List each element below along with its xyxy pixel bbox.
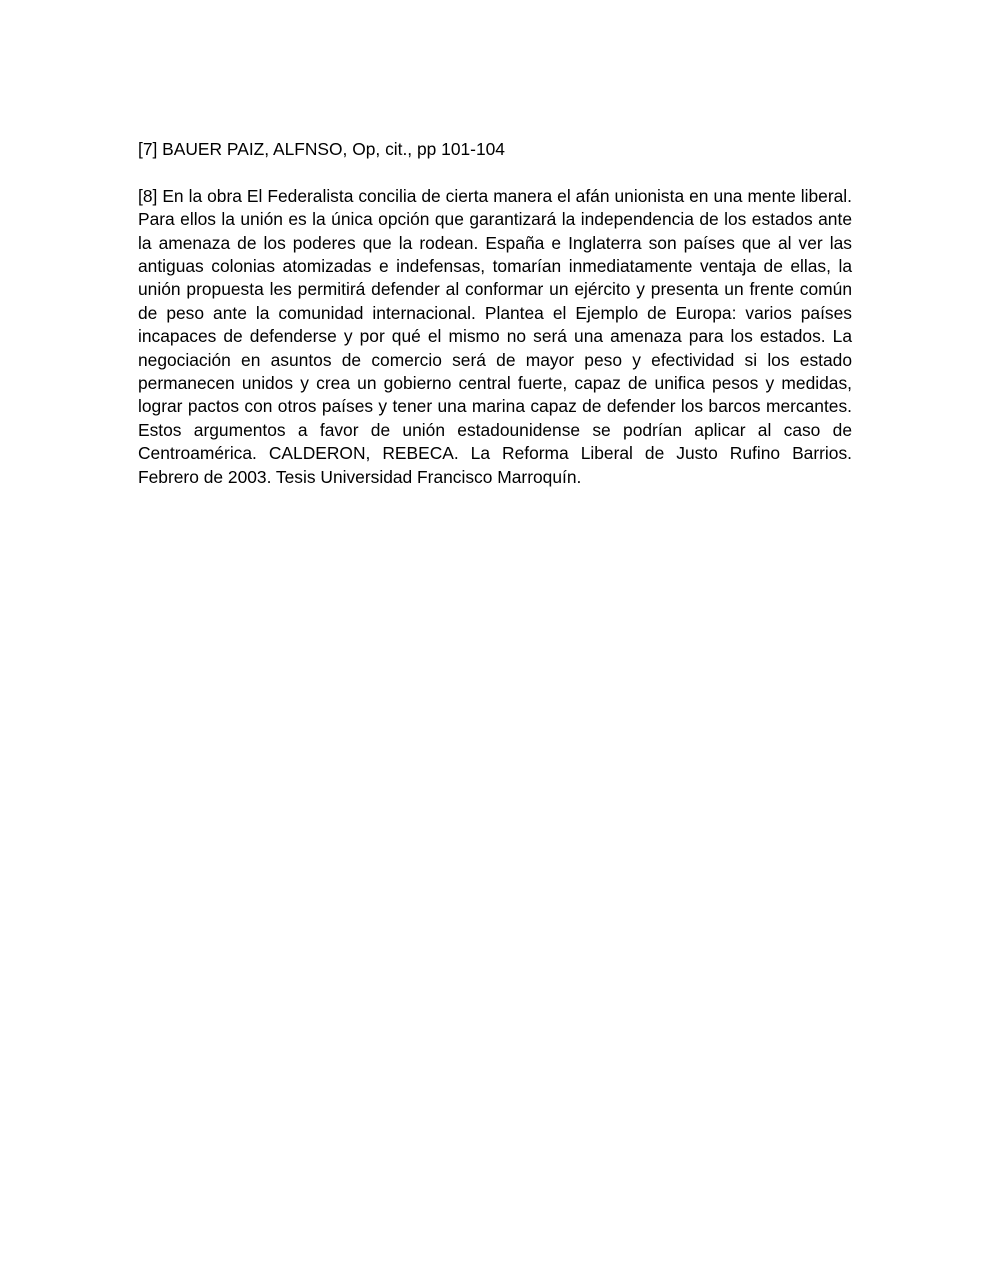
footnotes-section (138, 138, 852, 489)
footnote-7: [7] BAUER PAIZ, ALFNSO, Op, cit., pp 101-104 (138, 139, 505, 159)
footnote-8: [8] En la obra El Federalista concilia de cierta manera el afán unionista en una mente liberal. Para ellos la unión es la única opción que garantizará la independencia de los estados ante la amenaza de los poderes que la rodean. España e Inglaterra son países que al ver las antiguas colonias atomizadas e indefensas, tomarían inmediatamente ventaja de ellas, la unión propuesta les permitirá defender al conformar un ejército y presenta un frente común de peso ante la comunidad internacional. Plantea el Ejemplo de Europa: varios países incapaces de defenderse y por qué el mismo no será una amenaza para los estados. La negociación en asuntos de comercio será de mayor peso y efectividad si los estado permanecen unidos y crea un gobierno central fuerte, capaz de unifica pesos y medidas, lograr pactos con otros países y tener una marina capaz de defender los barcos mercantes. Estos argumentos a favor de unión estadounidense se podrían aplicar al caso de Centroamérica. CALDERON, REBECA. La Reforma Liberal de Justo Rufino Barrios. Febrero de 2003. Tesis Universidad Francisco Marroquín. (138, 185, 852, 487)
